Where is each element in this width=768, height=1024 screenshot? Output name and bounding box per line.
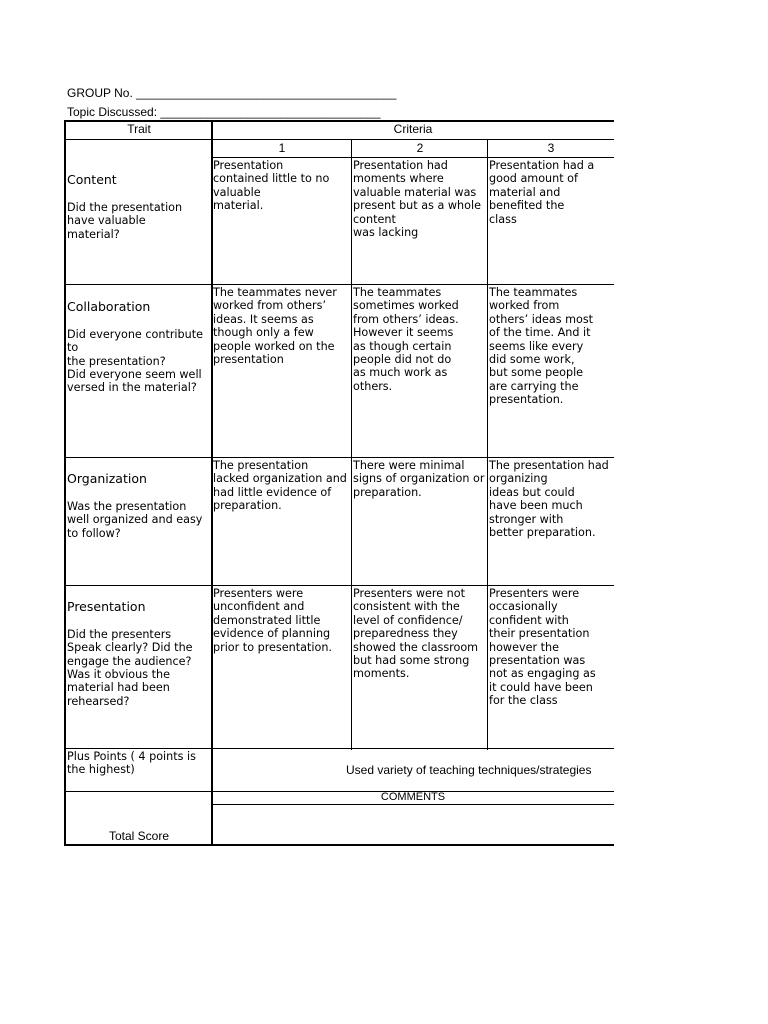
trait-header: Trait — [127, 122, 151, 136]
trait-content — [67, 160, 211, 254]
trait-presentation-name: Presentation — [67, 599, 146, 615]
group-number-label: GROUP No. _______________________________________ — [67, 86, 397, 100]
trait-collaboration-name: Collaboration — [67, 299, 151, 315]
presentation-level-2: Presenters were not consistent with the level of confidence/ preparedness they showed the classroom but had some strong moments. — [353, 587, 479, 681]
plus-points-text: Used variety of teaching techniques/strategies — [346, 763, 592, 777]
level-2-header: 2 — [416, 141, 424, 155]
organization-level-1: The presentation lacked organization and had little evidence of preparation. — [213, 459, 347, 513]
topic-discussed-label: Topic Discussed: _________________________________ — [67, 105, 381, 119]
trait-content-question: Did the presentation have valuable material? — [67, 200, 183, 241]
rubric-table — [64, 120, 614, 846]
row-divider-3 — [66, 585, 614, 586]
collaboration-level-3: The teammates worked from others’ ideas most of the time. And it seems like every did some work, but some people are carrying the presentation. — [489, 286, 594, 407]
row-divider-2 — [66, 457, 614, 458]
trait-organization-question: Was the presentation well organized and easy to follow? — [67, 499, 203, 540]
group-number-line — [67, 86, 396, 100]
organization-level-3: The presentation had organizing ideas but could have been much stronger with better preparation. — [489, 459, 609, 540]
level-1-2-divider — [351, 139, 352, 750]
content-level-3: Presentation had a good amount of material and benefited the class — [489, 159, 595, 226]
trait-content-name: Content — [67, 172, 117, 188]
total-score-label: Total Score — [108, 829, 170, 843]
content-level-2: Presentation had moments where valuable material was present but as a whole content was lacking — [353, 159, 481, 240]
trait-collaboration-question: Did everyone contribute to the presentation? Did everyone seem well versed in the material? — [67, 327, 204, 395]
level-2-3-divider — [487, 139, 488, 750]
trait-organization-name: Organization — [67, 471, 147, 487]
collaboration-level-1: The teammates never worked from others’ ideas. It seems as though only a few people worked on the presentation — [213, 286, 337, 367]
trait-collaboration — [67, 287, 211, 408]
comments-header: COMMENTS — [380, 791, 446, 803]
row-divider-1-left — [66, 284, 212, 285]
criteria-header: Criteria — [393, 122, 433, 136]
level-3-header: 3 — [547, 141, 555, 155]
row-divider-1 — [212, 284, 614, 285]
level-divider — [212, 157, 614, 158]
trait-presentation-question: Did the presenters Speak clearly? Did the engage the audience? Was it obvious the material had been rehearsed? — [67, 627, 193, 708]
trait-presentation — [67, 587, 211, 722]
presentation-level-3: Presenters were occasionally confident with their presentation however the presentation was not as engaging as it could have been for the class — [489, 587, 596, 708]
trait-organization — [67, 459, 211, 553]
organization-level-2: There were minimal signs of organization or preparation. — [353, 459, 485, 499]
plus-points-divider — [66, 791, 212, 792]
presentation-level-1: Presenters were unconfident and demonstrated little evidence of planning prior to presentation. — [213, 587, 332, 654]
content-level-1: Presentation contained little to no valuable material. — [213, 159, 330, 213]
collaboration-level-2: The teammates sometimes worked from others’ ideas. However it seems as though certain people did not do as much work as others. — [353, 286, 459, 393]
row-divider-4 — [66, 748, 614, 749]
comments-box[interactable] — [213, 806, 613, 844]
topic-discussed-line — [67, 105, 381, 119]
plus-points-label: Plus Points ( 4 points is the highest) — [67, 750, 196, 777]
header-divider — [66, 139, 614, 140]
level-1-header: 1 — [278, 141, 286, 155]
